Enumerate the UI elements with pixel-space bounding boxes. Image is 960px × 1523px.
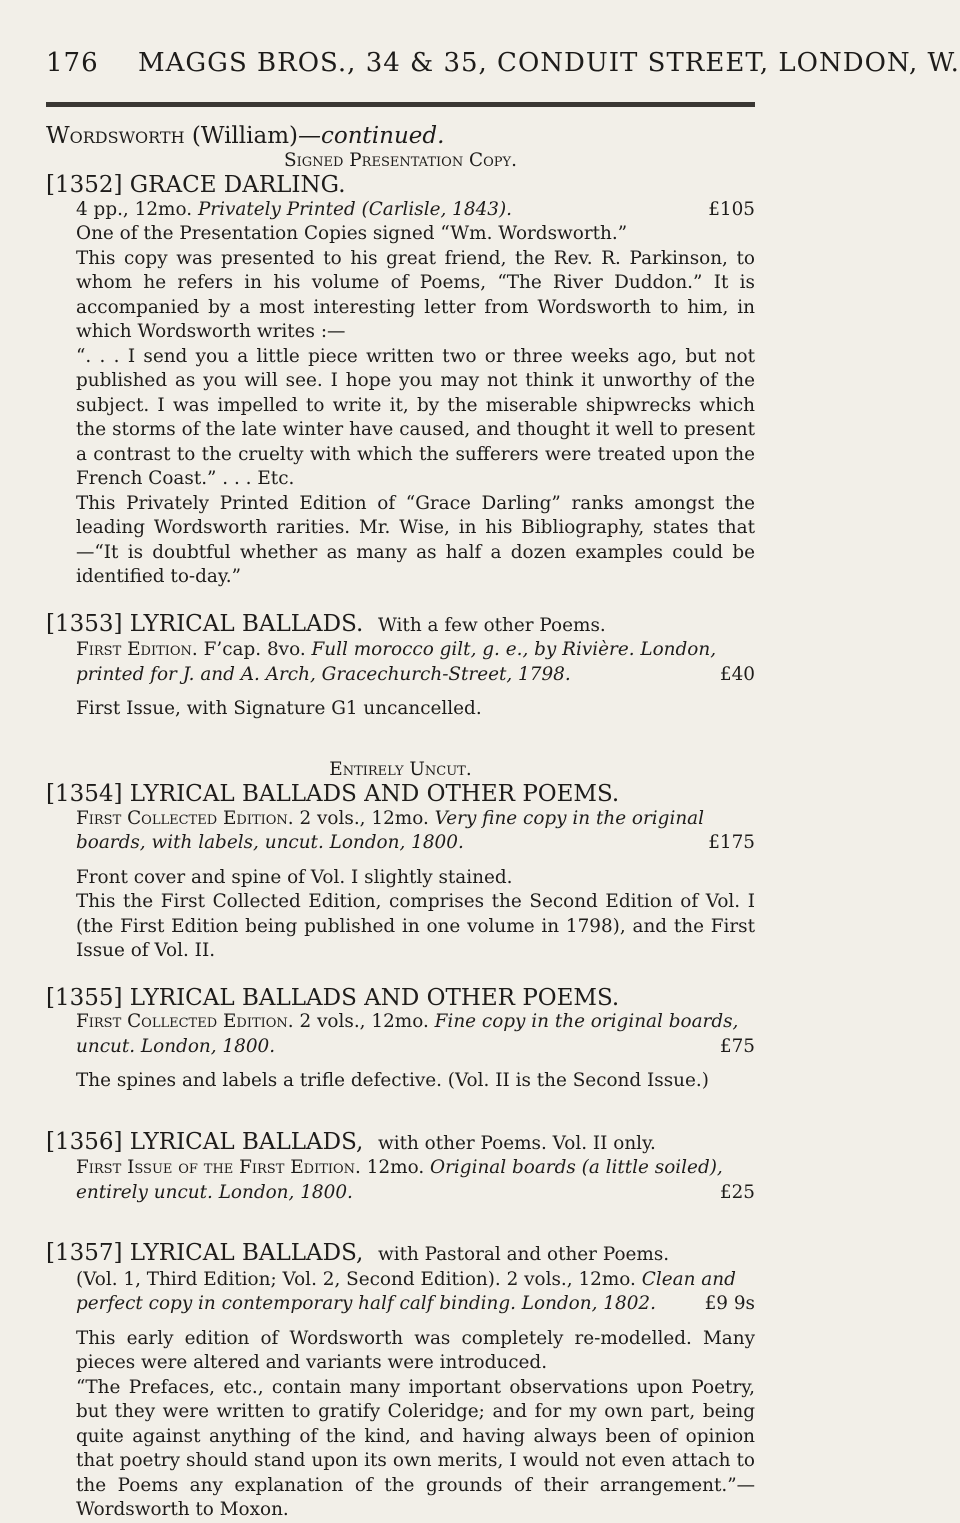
entry-price: £175 xyxy=(708,832,755,853)
entry-description: First Edition. F’cap. 8vo. Full morocco gilt, g. e., by Rivière. London, printed for J. and A. Arch, Gracechurch-Street, 1798. £40 xyxy=(46,638,755,687)
entry-heading: [1354] LYRICAL BALLADS AND OTHER POEMS. xyxy=(46,781,620,807)
catalogue-entry xyxy=(46,173,755,590)
entry-price: £9 9s xyxy=(704,1293,755,1314)
author-heading: Wordsworth (William)—continued. xyxy=(46,123,445,149)
entry-note: First Issue, with Signature G1 uncancelled. xyxy=(76,698,482,719)
entry-heading: [1356] LYRICAL BALLADS, with other Poems. Vol. II only. xyxy=(46,1128,656,1155)
entry-description: (Vol. 1, Third Edition; Vol. 2, Second Edition). 2 vols., 12mo. Clean and perfect copy in contemporary half calf binding. London, 1802. £9 9s xyxy=(46,1268,755,1317)
entry-description: First Collected Edition. 2 vols., 12mo. Very fine copy in the original boards, with labels, uncut. London, 1800. £175 xyxy=(46,807,755,856)
entry-price: £105 xyxy=(708,198,755,220)
entry-quote: “The Prefaces, etc., contain many important observations upon Poetry, but they were written to gratify Coleridge; and for my own part, being quite against anything of the kind, and having always been of opinion that poetry should stand upon its own merits, I would not even attach to the Poems any explanation of the grounds of their arrangement.”—Wordsworth to Moxon. xyxy=(76,1376,755,1520)
entry-note: The spines and labels a trifle defective. (Vol. II is the Second Issue.) xyxy=(76,1070,709,1091)
entry-description: First Collected Edition. 2 vols., 12mo. Fine copy in the original boards, uncut. London, 1800. £75 xyxy=(46,1010,755,1059)
entry-description: 4 pp., 12mo. Privately Printed (Carlisle, 1843). £105 xyxy=(46,198,755,223)
entry-note: Front cover and spine of Vol. I slightly stained. xyxy=(76,866,513,888)
entry-price: £75 xyxy=(719,1035,755,1057)
publisher-address: MAGGS BROS., 34 & 35, CONDUIT STREET, LONDON, W. xyxy=(138,48,960,78)
section-heading: Entirely Uncut. xyxy=(329,758,472,780)
catalogue-entry xyxy=(46,1130,755,1206)
entry-price: £25 xyxy=(719,1181,755,1203)
page-number: 176 xyxy=(46,48,99,78)
entry-note: This Privately Printed Edition of “Grace Darling” ranks amongst the leading Wordsworth rarities. Mr. Wise, in his Bibliography, states that—“It is doubtful whether as many as half a dozen examples could be identified to-day.” xyxy=(76,492,755,587)
entry-note: This copy was presented to his great friend, the Rev. R. Parkinson, to whom he refers in his volume of Poems, “The River Duddon.” It is accompanied by a most interesting letter from Wordsworth to him, in which Wordsworth writes :— xyxy=(76,247,755,342)
entry-price: £40 xyxy=(719,663,755,685)
entry-note: This the First Collected Edition, comprises the Second Edition of Vol. I (the First Edition being published in one volume in 1798), and the First Issue of Vol. II. xyxy=(76,891,755,961)
catalogue-entry xyxy=(46,1241,755,1523)
entry-description: First Issue of the First Edition. 12mo. Original boards (a little soiled), entirely uncut. London, 1800. £25 xyxy=(46,1156,755,1205)
entry-note: One of the Presentation Copies signed “Wm. Wordsworth.” xyxy=(76,223,628,244)
section-heading: Signed Presentation Copy. xyxy=(284,149,517,171)
entry-quote: “. . . I send you a little piece written two or three weeks ago, but not published as you will see. I hope you may not think it unworthy of the subject. I was impelled to write it, by the miserable shipwrecks which the storms of the late winter have caused, and thought it well to present a contrast to the cruelty with which the sufferers were treated upon the French Coast.” . . . Etc. xyxy=(76,345,755,489)
entry-heading: [1357] LYRICAL BALLADS, with Pastoral and other Poems. xyxy=(46,1240,670,1266)
header-rule xyxy=(46,102,755,107)
catalogue-entry xyxy=(46,986,755,1094)
entry-heading: [1355] LYRICAL BALLADS AND OTHER POEMS. xyxy=(46,984,620,1011)
entry-heading: [1353] LYRICAL BALLADS. With a few other Poems. xyxy=(46,610,606,637)
entry-note: This early edition of Wordsworth was completely re-modelled. Many pieces were altered and variants were introduced. xyxy=(76,1327,755,1373)
catalogue-content xyxy=(46,124,755,1523)
catalogue-entry xyxy=(46,612,755,722)
catalogue-entry xyxy=(46,782,755,964)
page-header xyxy=(46,48,960,78)
entry-heading: [1352] GRACE DARLING. xyxy=(46,172,346,198)
